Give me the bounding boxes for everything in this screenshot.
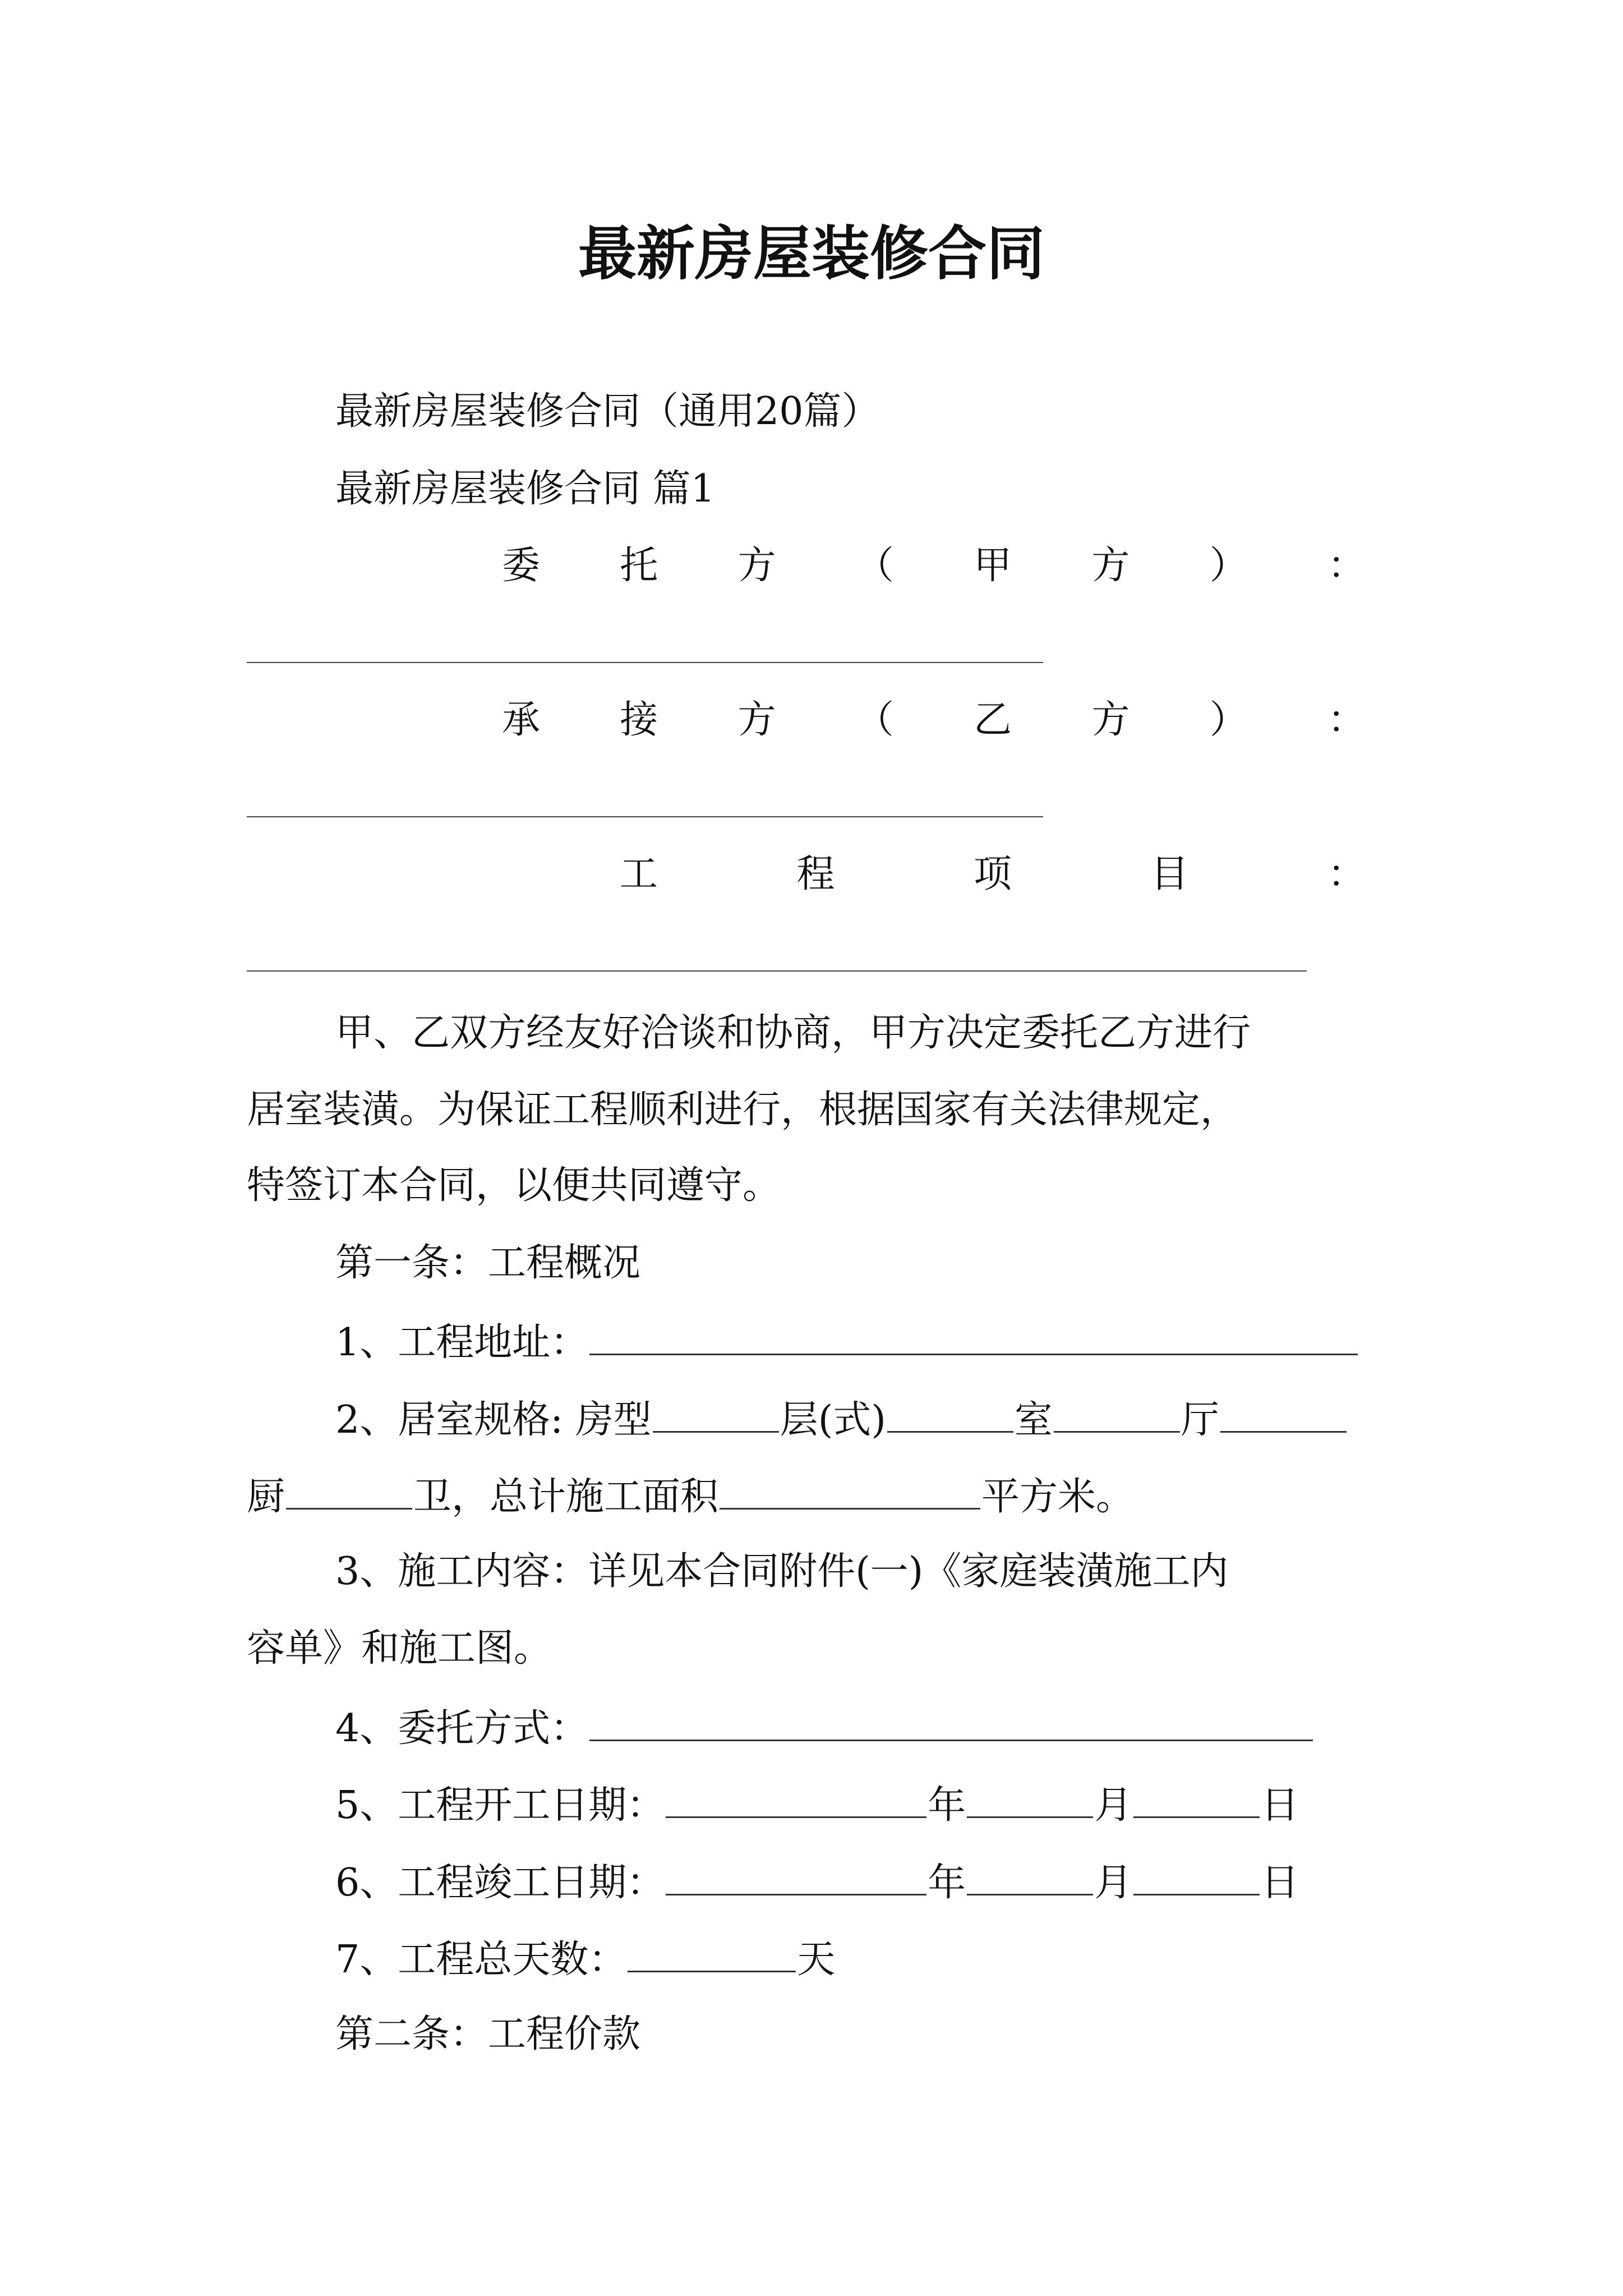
- section-heading: 最新房屋装修合同 篇1: [335, 467, 715, 511]
- start-month-blank: [967, 1784, 1093, 1818]
- area-blank: [720, 1475, 980, 1510]
- document-subtitle: 最新房屋装修合同（通用20篇）: [335, 389, 880, 434]
- item-5: [335, 1783, 1299, 1828]
- end-day-blank: [1133, 1861, 1260, 1895]
- item-2-label: 2、居室规格: 房型: [335, 1398, 652, 1442]
- day-label: 日: [1261, 1861, 1299, 1905]
- room-label: 室: [1014, 1398, 1053, 1442]
- party-a-label: [502, 544, 1366, 588]
- address-blank: [589, 1321, 1358, 1355]
- party-a-char: 托: [620, 544, 658, 588]
- room-blank: [1054, 1398, 1180, 1433]
- kitchen-label: 厨: [247, 1475, 285, 1519]
- hall-label: 厅: [1181, 1398, 1219, 1442]
- party-b-label: [502, 698, 1366, 742]
- party-a-char: （: [855, 544, 894, 588]
- floor-label: 层(式): [780, 1398, 886, 1442]
- total-days-blank: [628, 1938, 796, 1972]
- house-type-blank: [653, 1398, 779, 1433]
- party-a-char: 委: [502, 544, 541, 588]
- item-2-cont: [247, 1475, 1135, 1519]
- party-b-char: ）: [1209, 698, 1248, 742]
- item-3-line: 3、施工内容：详见本合同附件(一)《家庭装潢施工内: [335, 1549, 1229, 1594]
- document-title: 最新房屋装修合同: [578, 219, 1045, 288]
- article-2-heading: 第二条：工程价款: [335, 2012, 641, 2056]
- item-5-label: 5、工程开工日期：: [335, 1783, 665, 1828]
- party-a-blank: [247, 662, 1043, 663]
- party-a-char: 甲: [974, 544, 1012, 588]
- item-6: [335, 1861, 1299, 1905]
- party-a-char: 方: [737, 544, 776, 588]
- day-label: 日: [1261, 1783, 1299, 1828]
- end-year-blank: [666, 1861, 926, 1895]
- start-day-blank: [1133, 1784, 1260, 1818]
- project-char: 目: [1150, 852, 1189, 896]
- item-4-label: 4、委托方式：: [335, 1706, 589, 1751]
- area-unit: 平方米。: [981, 1475, 1135, 1519]
- intro-line: 甲、乙双方经友好洽谈和协商，甲方决定委托乙方进行: [335, 1011, 1251, 1055]
- project-char: 工: [620, 852, 658, 896]
- project-blank: [247, 970, 1307, 972]
- item-7: [335, 1938, 836, 1982]
- month-label: 月: [1094, 1783, 1133, 1828]
- project-char: ：: [1327, 852, 1366, 896]
- kitchen-blank: [286, 1475, 412, 1510]
- project-char: 程: [796, 852, 835, 896]
- item-4: [335, 1706, 1314, 1751]
- party-b-blank: [247, 816, 1043, 817]
- bath-label: 卫，总计施工面积: [413, 1475, 719, 1519]
- days-unit: 天: [797, 1938, 836, 1982]
- party-b-char: 方: [1091, 698, 1130, 742]
- project-label: [620, 852, 1366, 896]
- party-b-char: 方: [737, 698, 776, 742]
- intro-line: 特签订本合同，以便共同遵守。: [247, 1163, 781, 1208]
- party-a-char: ）: [1209, 544, 1248, 588]
- party-b-char: 承: [502, 698, 541, 742]
- project-char: 项: [973, 852, 1012, 896]
- party-b-char: 接: [620, 698, 658, 742]
- start-year-blank: [666, 1784, 926, 1818]
- year-label: 年: [928, 1783, 966, 1828]
- item-3-line: 容单》和施工图。: [247, 1626, 552, 1671]
- intro-line: 居室装潢。为保证工程顺利进行，根据国家有关法律规定，: [247, 1088, 1239, 1132]
- year-label: 年: [928, 1861, 966, 1905]
- party-b-char: （: [855, 698, 894, 742]
- item-1: [335, 1320, 1359, 1365]
- article-1-heading: 第一条：工程概况: [335, 1241, 641, 1285]
- floor-blank: [887, 1398, 1013, 1433]
- item-1-label: 1、工程地址：: [335, 1320, 589, 1365]
- party-b-char: 乙: [974, 698, 1012, 742]
- end-month-blank: [967, 1861, 1093, 1895]
- month-label: 月: [1094, 1861, 1133, 1905]
- item-6-label: 6、工程竣工日期：: [335, 1861, 665, 1905]
- commission-blank: [589, 1707, 1313, 1741]
- party-a-char: 方: [1091, 544, 1130, 588]
- item-7-label: 7、工程总天数：: [335, 1938, 627, 1982]
- item-2: [335, 1398, 1348, 1442]
- party-a-char: ：: [1327, 544, 1366, 588]
- party-b-char: ：: [1327, 698, 1366, 742]
- hall-blank: [1220, 1398, 1347, 1433]
